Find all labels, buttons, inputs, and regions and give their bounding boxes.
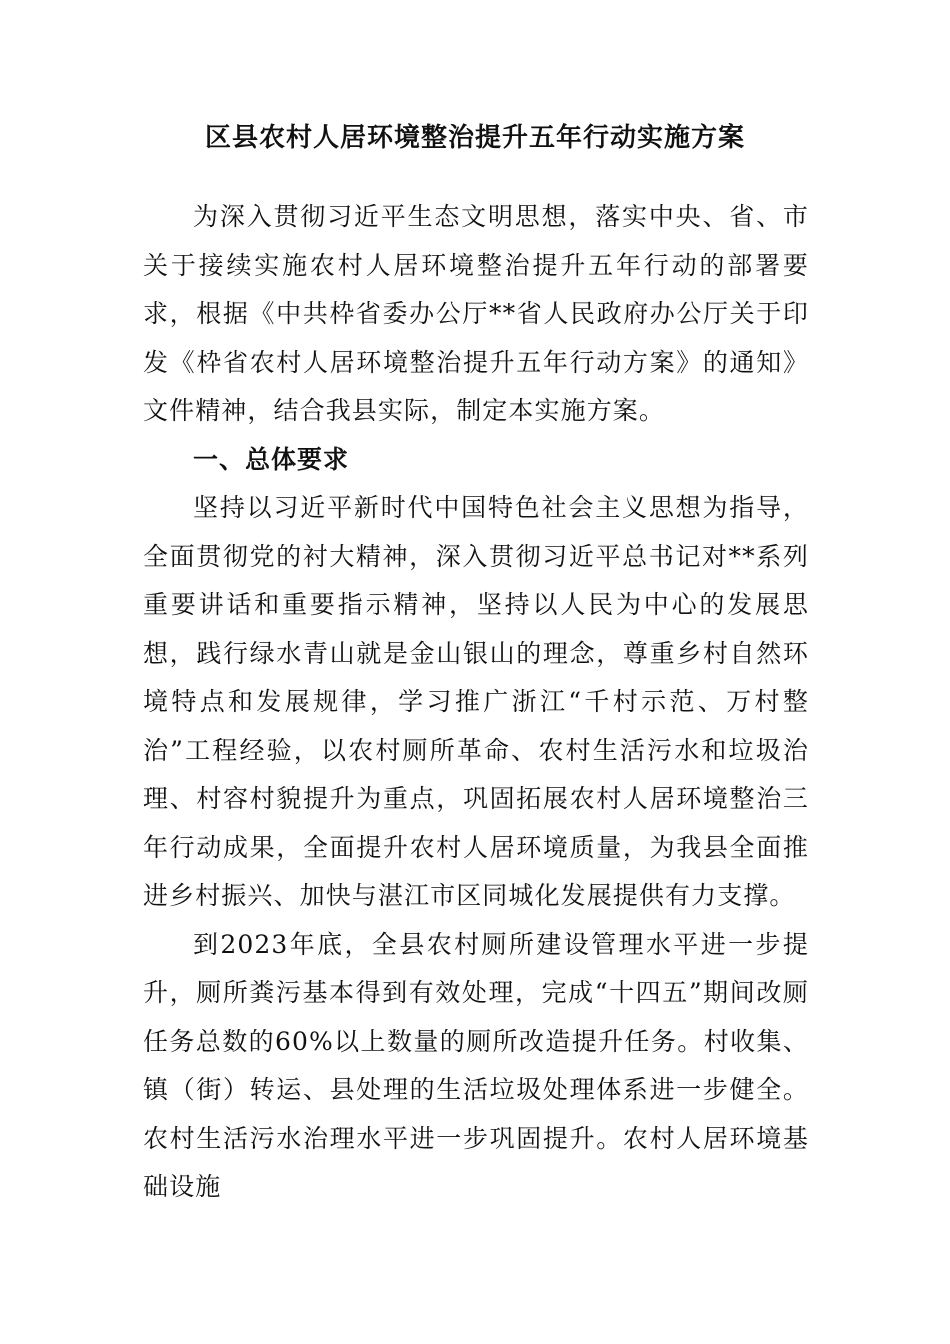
document-title: 区县农村人居环境整治提升五年行动实施方案 — [204, 123, 745, 153]
body-paragraph-2: 到2023年底，全县农村厕所建设管理水平进一步提升，厕所粪污基本得到有效处理，完成“十四五”期间改厕任务总数的60%以上数量的厕所改造提升任务。村收集、镇（街）转运、县处理的生活垃圾处理体系进一步健全。农村生活污水治理水平进一步巩固提升。农村人居环境基础设施 — [143, 929, 809, 1201]
body-paragraph-1: 坚持以习近平新时代中国特色社会主义思想为指导，全面贯彻党的衬大精神，深入贯彻习近平总书记对**系列重要讲话和重要指示精神，坚持以人民为中心的发展思想，践行绿水青山就是金山银山的理念，尊重乡村自然环境特点和发展规律，学习推广浙江“千村示范、万村整治”工程经验，以农村厕所革命、农村生活污水和垃圾治理、村容村貌提升为重点，巩固拓展农村人居环境整治三年行动成果，全面提升农村人居环境质量，为我县全面推进乡村振兴、加快与湛江市区同城化发展提供有力支撑。 — [143, 493, 809, 910]
document-body — [143, 193, 809, 1212]
section-heading: 一、总体要求 — [193, 444, 350, 474]
intro-paragraph: 为深入贯彻习近平生态文明思想，落实中央、省、市关于接续实施农村人居环境整治提升五年行动的部署要求，根据《中共枠省委办公厅**省人民政府办公厅关于印发《枠省农村人居环境整治提升五年行动方案》的通知》文件精神，结合我县实际，制定本实施方案。 — [143, 202, 809, 425]
